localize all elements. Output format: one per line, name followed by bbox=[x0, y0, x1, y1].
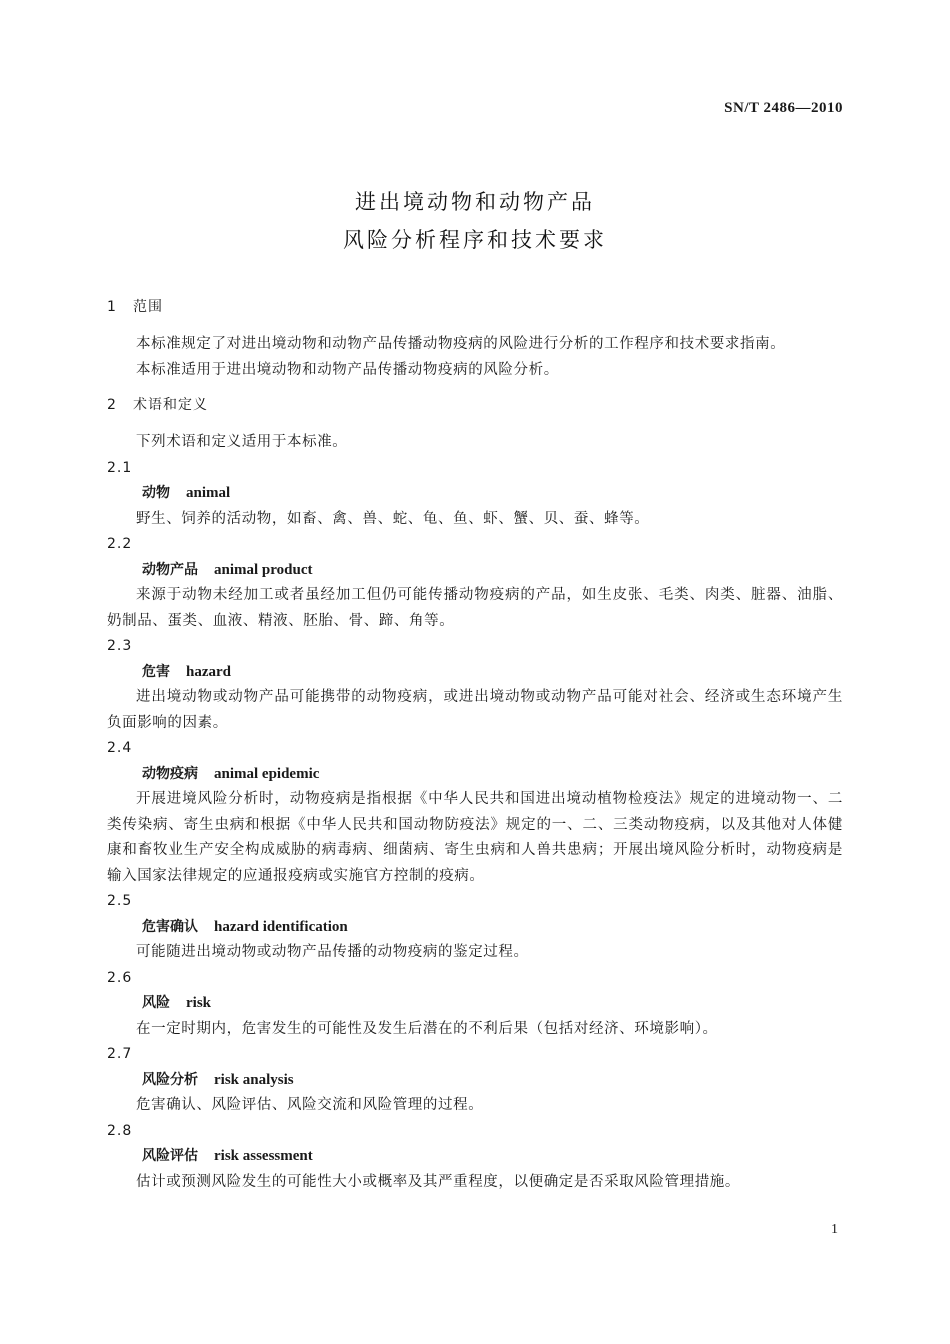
term-en: animal product bbox=[214, 561, 313, 578]
term-en: animal epidemic bbox=[214, 765, 320, 782]
section-title: 范围 bbox=[133, 299, 163, 315]
term-en: risk bbox=[186, 995, 212, 1011]
section-heading bbox=[107, 296, 843, 318]
term-heading bbox=[107, 915, 843, 941]
term-entry bbox=[107, 1042, 843, 1119]
term-entry bbox=[107, 736, 843, 889]
term-zh: 风险分析 bbox=[142, 1071, 198, 1088]
clause-number: 2.1 bbox=[107, 459, 133, 476]
term-heading bbox=[107, 558, 843, 584]
term-heading bbox=[107, 762, 843, 788]
term-entry bbox=[107, 966, 843, 1043]
term-definition: 估计或预测风险发生的可能性大小或概率及其严重程度，以便确定是否采取风险管理措施。 bbox=[136, 1173, 740, 1190]
term-definition: 危害确认、风险评估、风险交流和风险管理的过程。 bbox=[136, 1097, 484, 1113]
term-heading bbox=[107, 991, 843, 1017]
paragraph: 本标准适用于进出境动物和动物产品传播动物疫病的风险分析。 bbox=[136, 361, 559, 378]
term-definition: 可能随进出境动物或动物产品传播的动物疫病的鉴定过程。 bbox=[136, 944, 529, 960]
term-heading bbox=[107, 481, 843, 507]
document-body bbox=[107, 296, 843, 1195]
standard-code: SN/T 2486—2010 bbox=[724, 100, 843, 116]
paragraph: 本标准规定了对进出境动物和动物产品传播动物疫病的风险进行分析的工作程序和技术要求指南。 bbox=[136, 336, 786, 352]
term-heading bbox=[107, 660, 843, 686]
term-zh: 风险 bbox=[142, 995, 170, 1011]
term-definition: 进出境动物或动物产品可能携带的动物疫病，或进出境动物或动物产品可能对社会、经济或生态环境产生负面影响的因素。 bbox=[107, 689, 843, 731]
document-title bbox=[0, 183, 950, 259]
term-entry bbox=[107, 456, 843, 533]
clause-number: 2.8 bbox=[107, 1122, 133, 1139]
term-entry bbox=[107, 889, 843, 966]
section-number: 2 bbox=[107, 397, 117, 413]
term-entry bbox=[107, 1119, 843, 1196]
title-line-2: 风险分析程序和技术要求 bbox=[343, 228, 607, 252]
paragraph: 下列术语和定义适用于本标准。 bbox=[136, 434, 348, 450]
term-definition: 野生、饲养的活动物，如畜、禽、兽、蛇、龟、鱼、虾、蟹、贝、蚕、蜂等。 bbox=[136, 510, 650, 527]
term-heading bbox=[107, 1068, 843, 1094]
term-zh: 危害 bbox=[142, 663, 170, 680]
term-en: risk analysis bbox=[214, 1071, 294, 1088]
term-zh: 动物疫病 bbox=[142, 765, 198, 782]
term-en: hazard bbox=[186, 663, 231, 680]
term-definition: 开展进境风险分析时，动物疫病是指根据《中华人民共和国进出境动植物检疫法》规定的进境动物一、二类传染病、寄生虫病和根据《中华人民共和国动物防疫法》规定的一、二、三类动物疫病，以及其他对人体健康和畜牧业生产安全构成威胁的病毒病、细菌病、寄生虫病和人兽共患病；开展出境风险分析时，动物疫病是输入国家法律规定的应通报疫病或实施官方控制的疫病。 bbox=[107, 791, 843, 884]
section-title: 术语和定义 bbox=[133, 397, 208, 413]
clause-number: 2.6 bbox=[107, 969, 133, 986]
term-zh: 危害确认 bbox=[142, 918, 198, 935]
term-entry bbox=[107, 634, 843, 736]
term-zh: 动物产品 bbox=[142, 561, 198, 578]
clause-number: 2.3 bbox=[107, 638, 133, 654]
term-definition: 在一定时期内，危害发生的可能性及发生后潜在的不利后果（包括对经济、环境影响）。 bbox=[136, 1020, 718, 1037]
term-definition: 来源于动物未经加工或者虽经加工但仍可能传播动物疫病的产品，如生皮张、毛类、肉类、脏器、油脂、奶制品、蛋类、血液、精液、胚胎、骨、蹄、角等。 bbox=[107, 587, 843, 629]
clause-number: 2.2 bbox=[107, 536, 133, 552]
term-heading bbox=[107, 1144, 843, 1170]
clause-number: 2.7 bbox=[107, 1046, 133, 1062]
clause-number: 2.5 bbox=[107, 893, 133, 909]
page-number: 1 bbox=[831, 1222, 838, 1237]
title-line-1: 进出境动物和动物产品 bbox=[355, 190, 595, 214]
clause-number: 2.4 bbox=[107, 740, 133, 756]
term-en: animal bbox=[186, 485, 231, 501]
term-zh: 动物 bbox=[142, 485, 170, 501]
section-heading bbox=[107, 394, 843, 416]
term-en: risk assessment bbox=[214, 1148, 313, 1164]
term-entry bbox=[107, 532, 843, 634]
section-number: 1 bbox=[107, 299, 117, 315]
term-en: hazard identification bbox=[214, 918, 348, 935]
term-zh: 风险评估 bbox=[142, 1148, 198, 1164]
